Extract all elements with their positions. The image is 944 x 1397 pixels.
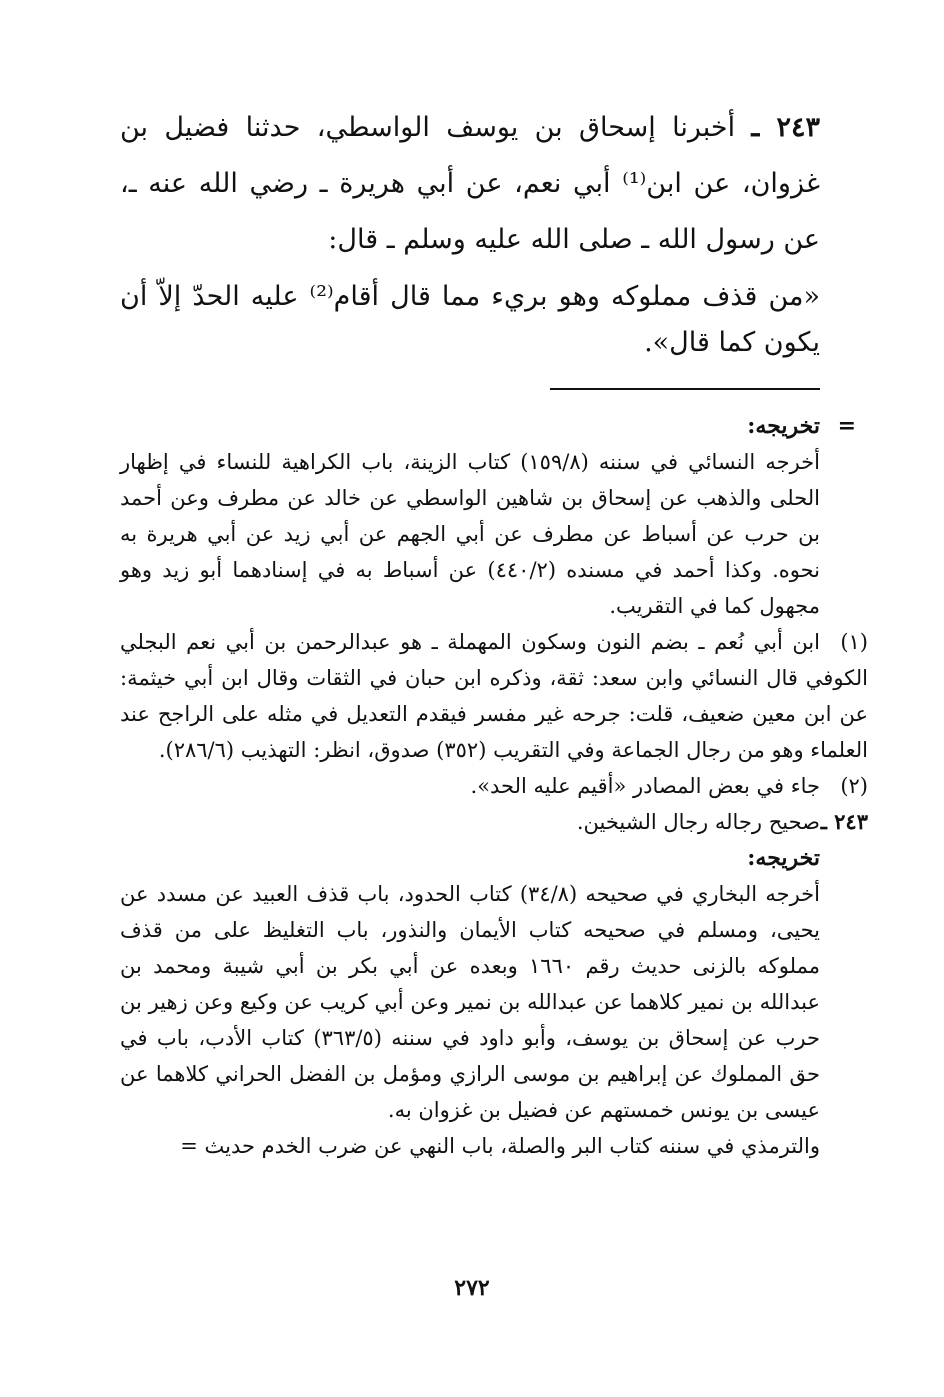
page-number: ٢٧٢ xyxy=(454,1275,490,1301)
takhrij-heading-1: = تخريجه: xyxy=(120,408,820,444)
hadith-grade-label: ٢٤٣ ـ xyxy=(820,809,868,834)
page-body xyxy=(120,100,868,1164)
takhrij-heading-2: تخريجه: xyxy=(747,845,820,871)
takhrij-text-1: أخرجه النسائي في سننه (١٥٩/٨) كتاب الزينة، باب الكراهية للنساء في إظهار الحلى والذهب عن إسحاق بن شاهين الواسطي عن خالد عن مطرف وعن أحمد بن حرب عن أسباط عن مطرف عن أبي الجهم عن أبي زيد عن أبي هريرة به نحوه. وكذا أحمد في مسنده (٤٤٠/٢) عن أسباط به في إسنادهما أبو زيد وهو مجهول كما في التقريب. xyxy=(120,450,821,618)
footnote-divider xyxy=(550,388,820,390)
hadith-isnad-text: أخبرنا إسحاق بن يوسف الواسطي، حدثنا فضيل بن غزوان، عن ابن⁽¹⁾ أبي نعم، عن أبي هريرة ـ رضي الله عنه ـ، عن رسول الله ـ صلى الله عليه وسلم ـ قال: xyxy=(120,112,820,255)
hadith-grade-text: صحيح رجاله رجال الشيخين. xyxy=(576,810,820,834)
footnote-1-text: ابن أبي نُعم ـ بضم النون وسكون المهملة ـ هو عبدالرحمن بن أبي نعم البجلي الكوفي قال النسائي وابن سعد: ثقة، وذكره ابن حبان في الثقات وقال ابن أبي خيثمة: عن ابن معين ضعيف، قلت: جرحه غير مفسر فيقدم التعديل في مثله على الراجح عند العلماء وهو من رجال الجماعة وفي التقريب (٣٥٢) صدوق، انظر: التهذيب (٢٨٦/٦). xyxy=(120,630,868,762)
footnote-1-label: (١) xyxy=(840,630,868,654)
hadith-matn: «من قذف مملوكه وهو بريء مما قال أقام⁽²⁾ عليه الحدّ إلاّ أن يكون كما قال». xyxy=(120,281,820,358)
footnote-2-label: (٢) xyxy=(840,774,868,798)
takhrij-text-3: والترمذي في سننه كتاب البر والصلة، باب النهي عن ضرب الخدم حديث = xyxy=(180,1134,820,1158)
footnotes-section xyxy=(120,408,868,1164)
continuation-mark: = xyxy=(837,413,856,439)
footnote-2 xyxy=(120,768,868,804)
hadith-number: ٢٤٣ ـ xyxy=(751,112,821,143)
hadith-grade xyxy=(120,804,868,840)
footnote-1 xyxy=(120,624,868,768)
takhrij-text-2: أخرجه البخاري في صحيحه (٣٤/٨) كتاب الحدود، باب قذف العبيد عن مسدد عن يحيى، ومسلم في صحيحه كتاب الأيمان والنذور، باب التغليظ على من قذف مملوكه بالزنى حديث رقم ١٦٦٠ وبعده عن أبي بكر بن أبي شيبة ومحمد بن عبدالله بن نمير كلاهما عن عبدالله بن نمير وعن أبي كريب عن وكيع وعن زهير بن حرب عن إسحاق بن يوسف، وأبو داود في سننه (٣٦٣/٥) كتاب الأدب، باب في حق المملوك عن إبراهيم بن موسى الرازي ومؤمل بن الفضل الحراني كلاهما عن عيسى بن يونس خمستهم عن فضيل بن غزوان به. xyxy=(120,882,820,1122)
hadith-isnad xyxy=(120,100,820,268)
footnote-2-text: جاء في بعض المصادر «أقيم عليه الحد». xyxy=(470,774,820,798)
